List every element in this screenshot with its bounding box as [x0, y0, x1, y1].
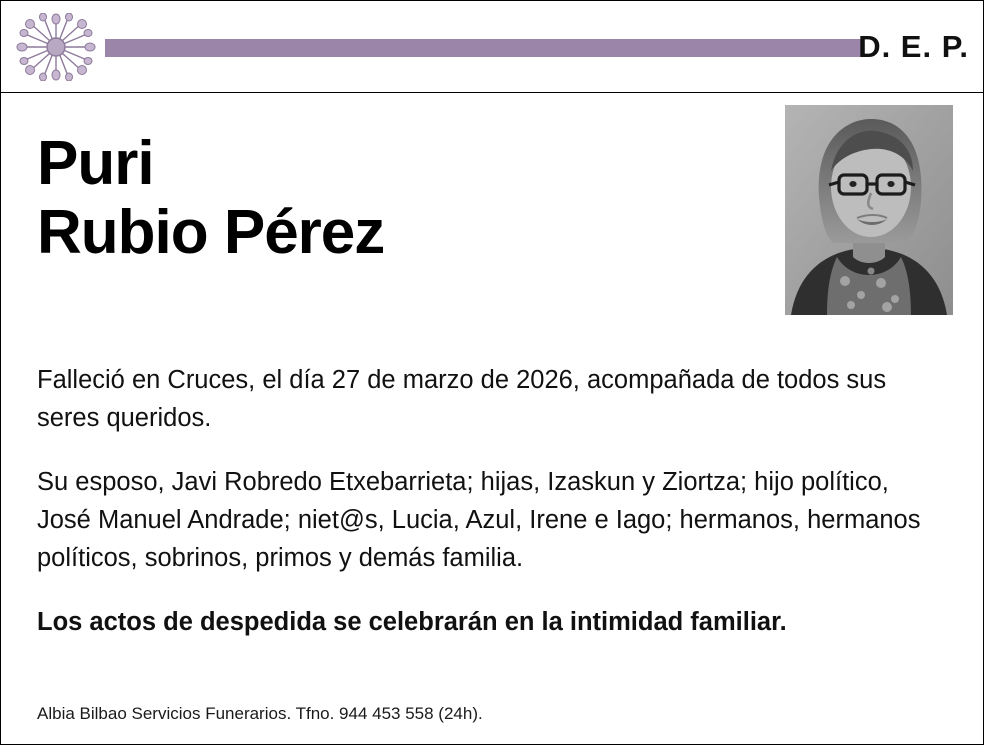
- family-paragraph: Su esposo, Javi Robredo Etxebarrieta; hijas, Izaskun y Ziortza; hijo político, José Manuel Andrade; niet@s, Lucia, Azul, Irene e Iago; hermanos, hermanos políticos, sobrinos, primos y demás familia.: [37, 468, 921, 572]
- service-paragraph: Los actos de despedida se celebrarán en la intimidad familiar.: [37, 608, 787, 636]
- deceased-first-name: Puri: [37, 129, 154, 198]
- funeral-home-footer: Albia Bilbao Servicios Funerarios. Tfno. 944 453 558 (24h).: [37, 704, 483, 723]
- deceased-last-name: Rubio Pérez: [37, 198, 385, 267]
- dep-label: D. E. P.: [858, 29, 969, 64]
- deceased-name: [37, 129, 737, 267]
- notice-body: [37, 361, 947, 641]
- floral-star-emblem-icon: [15, 13, 97, 81]
- header-accent-bar: [105, 39, 862, 57]
- portrait-photo: [785, 105, 953, 315]
- notice-header: [1, 1, 984, 93]
- death-details-paragraph: Falleció en Cruces, el día 27 de marzo de 2026, acompañada de todos sus seres queridos.: [37, 366, 887, 432]
